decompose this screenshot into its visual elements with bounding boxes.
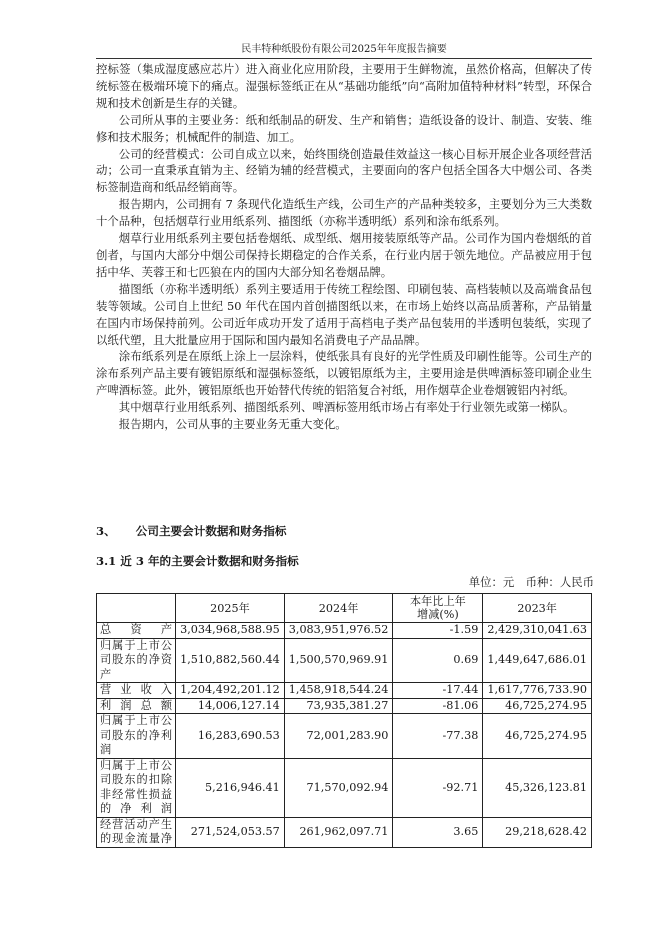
change-percent: -92.71 (393, 758, 483, 817)
page-header: 民丰特种纸股份有限公司2025年年度报告摘要 (241, 44, 447, 55)
column-header (97, 594, 176, 623)
row-label: 经营活动产生的现金流量净 (97, 817, 176, 847)
change-percent: -17.44 (393, 683, 483, 699)
value-2024: 3,083,951,976.52 (284, 623, 393, 639)
paragraph: 报告期内，公司拥有 7 条现代化造纸生产线，公司生产的产品种类较多，主要划分为三大类数十个品种，包括烟草行业用纸系列、描图纸（亦称半透明纸）系列和涂布纸系列。 (96, 197, 592, 229)
table-row (97, 623, 592, 639)
change-percent: -81.06 (393, 698, 483, 714)
paragraph: 其中烟草行业用纸系列、描图纸系列、啤酒标签用纸市场占有率处于行业领先或第一梯队。 (118, 400, 575, 415)
value-2023: 46,725,274.95 (483, 714, 592, 759)
paragraph: 公司的经营模式：公司自成立以来，始终围绕创造最佳效益这一核心目标开展企业各项经营活动；公司一直秉承直销为主、经销为辅的经营模式，主要面向的客户包括全国各大中烟公司、各类标签制造商和纸品经销商等。 (96, 146, 592, 195)
change-percent: -1.59 (393, 623, 483, 639)
column-header: 2024年 (284, 594, 393, 623)
table-row (97, 817, 592, 847)
value-2025: 14,006,127.14 (176, 698, 285, 714)
value-2023: 1,449,647,686.01 (483, 638, 592, 683)
body-text (96, 61, 592, 433)
row-label: 归属于上市公司股东的扣除非经常性损益的净利润 (97, 758, 176, 817)
change-percent: -77.38 (393, 714, 483, 759)
subsection-heading: 3.1 近 3 年的主要会计数据和财务指标 (96, 554, 299, 568)
table-header-row (97, 594, 592, 623)
column-header: 2023年 (483, 594, 592, 623)
column-header (393, 594, 483, 623)
value-2025: 16,283,690.53 (176, 714, 285, 759)
table-row (97, 758, 592, 817)
section-number: 3、 (96, 524, 116, 538)
value-2024: 71,570,092.94 (284, 758, 393, 817)
value-2024: 1,500,570,969.91 (284, 638, 393, 683)
value-2024: 261,962,097.71 (284, 817, 393, 847)
table-row (97, 714, 592, 759)
value-2025: 271,524,053.57 (176, 817, 285, 847)
paragraph: 公司所从事的主要业务：纸和纸制品的研发、生产和销售；造纸设备的设计、制造、安装、维修和技术服务；机械配件的制造、加工。 (96, 112, 592, 144)
section-title: 公司主要会计数据和财务指标 (135, 524, 287, 538)
value-2024: 1,458,918,544.24 (284, 683, 393, 699)
paragraph: 描图纸（亦称半透明纸）系列主要适用于传统工程绘图、印刷包装、高档装帧以及高端食品包装等领域。公司自上世纪 50 年代在国内首创描图纸以来，在市场上始终以高品质著称，产品销量在国内市场保持前列。公司近年成功开发了适用于高档电子类产品包装用的半透明包装纸，实现了以纸代塑，且大批量应用于国际和国内最知名消费电子产品品牌。 (96, 281, 592, 347)
row-label: 利润总额 (97, 698, 176, 714)
table-row (97, 638, 592, 683)
value-2024: 73,935,381.27 (284, 698, 393, 714)
table-row (97, 698, 592, 714)
paragraph: 烟草行业用纸系列主要包括卷烟纸、成型纸、烟用接装原纸等产品。公司作为国内卷烟纸的首创者，与国内大部分中烟公司保持长期稳定的合作关系，在行业内居于领先地位。产品被应用于包括中华、芙蓉王和七匹狼在内的国内大部分知名卷烟品牌。 (96, 231, 592, 279)
value-2023: 46,725,274.95 (483, 698, 592, 714)
value-2023: 45,326,123.81 (483, 758, 592, 817)
change-percent: 3.65 (393, 817, 483, 847)
value-2023: 1,617,776,733.90 (483, 683, 592, 699)
value-2025: 5,216,946.41 (176, 758, 285, 817)
change-header-text: 本年比上年 增减(%) (409, 595, 466, 621)
unit-currency-line: 单位：元 币种：人民币 (468, 575, 594, 589)
section-heading (96, 523, 287, 539)
header-divider (96, 58, 592, 59)
row-label: 归属于上市公司股东的净利润 (97, 714, 176, 759)
row-label: 归属于上市公司股东的净资产 (97, 638, 176, 683)
paragraph: 报告期内，公司从事的主要业务无重大变化。 (118, 417, 347, 432)
change-percent: 0.69 (393, 638, 483, 683)
row-label: 总资产 (97, 623, 176, 639)
value-2025: 1,510,882,560.44 (176, 638, 285, 683)
table-row (97, 683, 592, 699)
value-2025: 1,204,492,201.12 (176, 683, 285, 699)
financial-data-table (96, 593, 592, 848)
column-header: 2025年 (176, 594, 285, 623)
value-2023: 2,429,310,041.63 (483, 623, 592, 639)
row-label: 营业收入 (97, 683, 176, 699)
value-2023: 29,218,628.42 (483, 817, 592, 847)
value-2025: 3,034,968,588.95 (176, 623, 285, 639)
value-2024: 72,001,283.90 (284, 714, 393, 759)
paragraph: 控标签（集成湿度感应芯片）进入商业化应用阶段，主要用于生鲜物流，虽然价格高，但解决了传统标签在极端环境下的痛点。湿强标签纸正在从“基础功能纸”向“高附加值特种材料”转型，环保合规和技术创新是生存的关键。 (96, 62, 592, 110)
paragraph: 涂布纸系列是在原纸上涂上一层涂料，使纸张具有良好的光学性质及印刷性能等。公司生产的涂布系列产品主要有镀铝原纸和湿强标签纸，以镀铝原纸为主，主要用途是供啤酒标签印刷企业生产啤酒标签。此外，镀铝原纸也开始替代传统的铝箔复合衬纸，用作烟草企业卷烟镀铝内衬纸。 (96, 349, 592, 398)
